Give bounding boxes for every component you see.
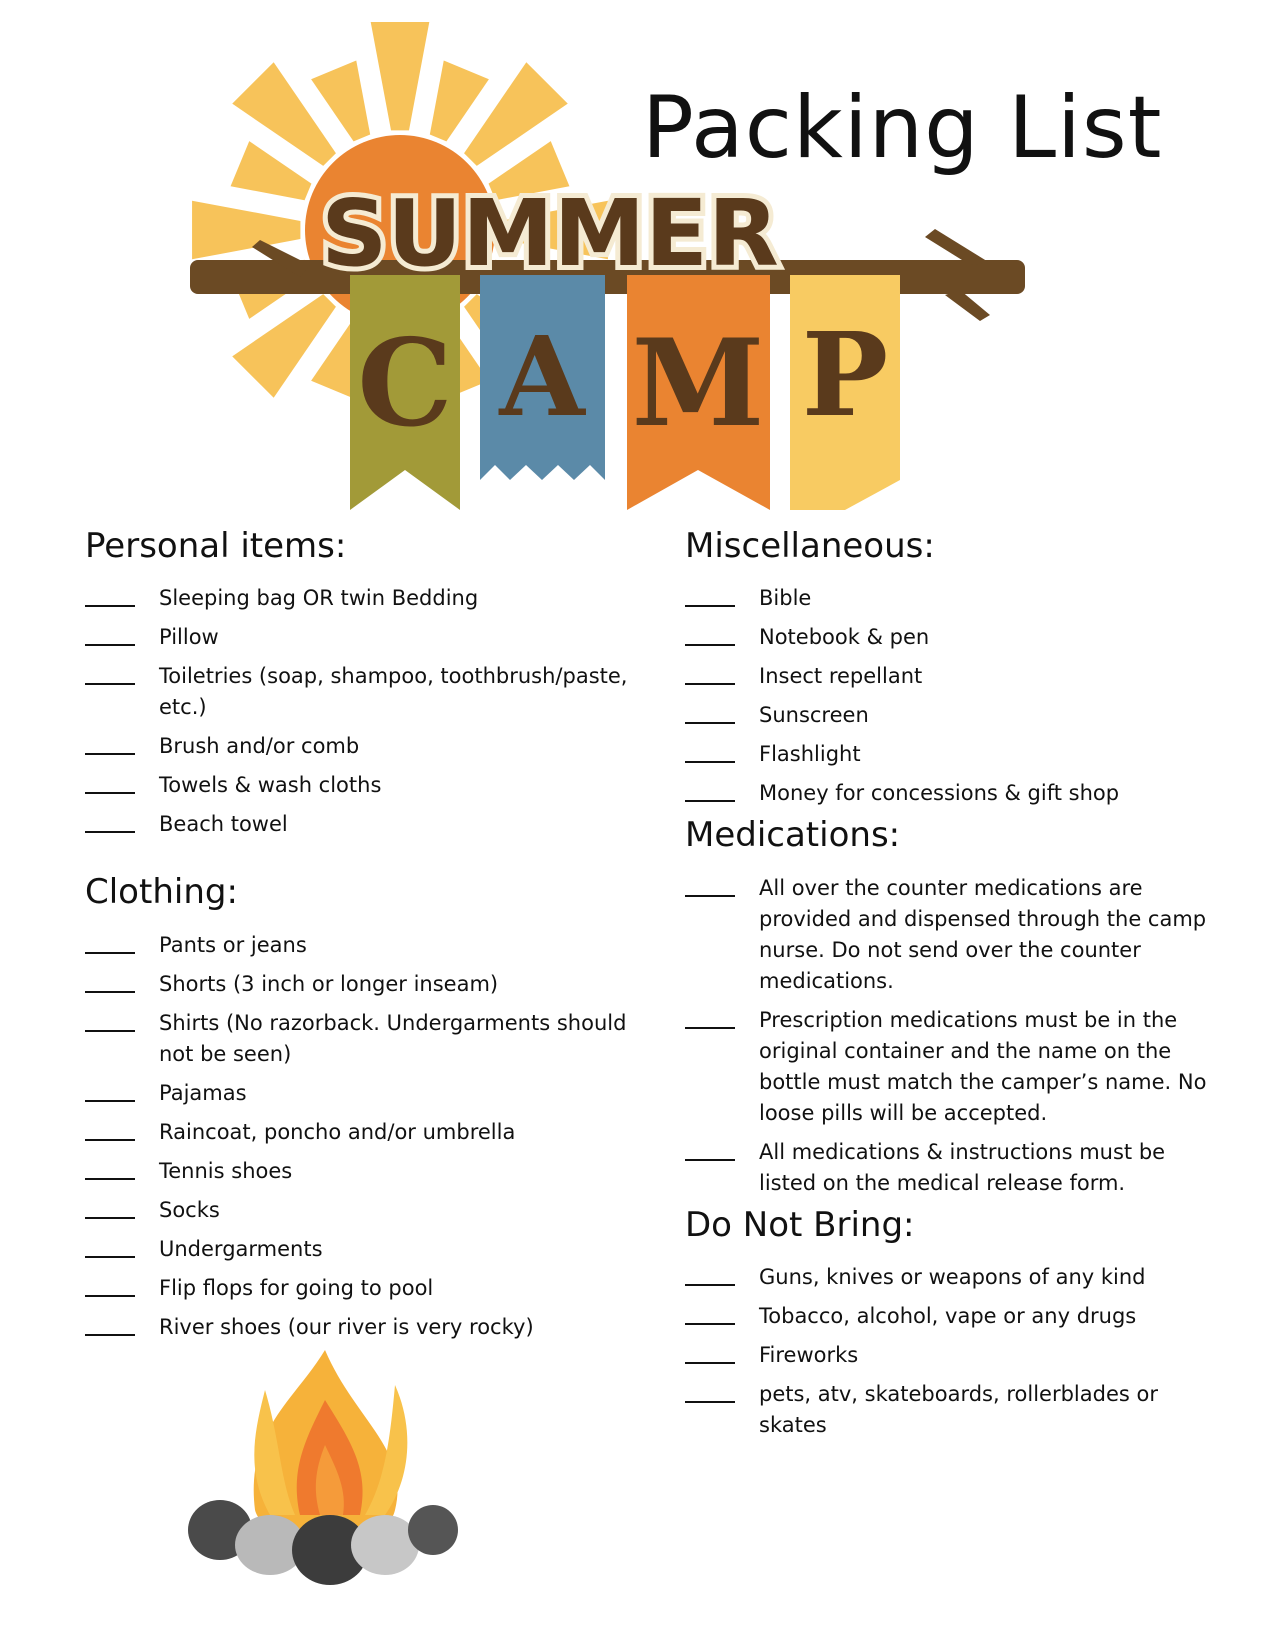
list-item	[685, 661, 1225, 692]
list-item	[85, 661, 645, 723]
logo-letter-c: C	[357, 313, 453, 454]
checkbox-blank-line[interactable]	[685, 778, 735, 802]
list-item	[85, 583, 645, 614]
checkbox-blank-line[interactable]	[685, 739, 735, 763]
list-item	[85, 1273, 645, 1304]
logo-letter-a: A	[499, 312, 585, 441]
list-item	[85, 930, 645, 961]
checkbox-blank-line[interactable]	[85, 770, 135, 794]
list-item	[685, 739, 1225, 770]
item-text: Prescription medications must be in the original container and the name on the bottle must match the camper’s name. No loose pills will be accepted.	[759, 1007, 1207, 1125]
section-heading: Miscellaneous:	[685, 526, 935, 566]
list-item	[685, 1137, 1225, 1199]
list-item	[85, 1312, 645, 1343]
list-item	[85, 1156, 645, 1187]
item-text: Pajamas	[159, 1080, 247, 1105]
item-text: Flashlight	[759, 742, 861, 767]
checkbox-blank-line[interactable]	[685, 1137, 735, 1161]
item-text: Sleeping bag OR twin Bedding	[159, 586, 479, 611]
item-text: Shorts (3 inch or longer inseam)	[159, 971, 499, 996]
sun-ray	[311, 61, 370, 142]
item-text: Money for concessions & gift shop	[759, 781, 1120, 806]
section-do-not-bring	[685, 1204, 1225, 1441]
checkbox-blank-line[interactable]	[685, 700, 735, 724]
checkbox-blank-line[interactable]	[685, 1340, 735, 1364]
logo-summer-text: SUMMER	[321, 180, 779, 287]
checkbox-blank-line[interactable]	[85, 1078, 135, 1102]
checkbox-blank-line[interactable]	[85, 1312, 135, 1336]
checkbox-blank-line[interactable]	[685, 1005, 735, 1029]
item-text: Towels & wash cloths	[159, 773, 382, 798]
list-item	[85, 1234, 645, 1265]
checkbox-blank-line[interactable]	[85, 1273, 135, 1297]
checkbox-blank-line[interactable]	[85, 1117, 135, 1141]
right-column	[685, 528, 1225, 1449]
checkbox-blank-line[interactable]	[85, 622, 135, 646]
checkbox-blank-line[interactable]	[685, 661, 735, 685]
checkbox-blank-line[interactable]	[85, 1156, 135, 1180]
checkbox-blank-line[interactable]	[685, 583, 735, 607]
list-item	[85, 1195, 645, 1226]
list-item	[685, 1301, 1225, 1332]
list-item	[685, 700, 1225, 731]
item-text: Flip flops for going to pool	[159, 1275, 434, 1300]
item-text: Pillow	[159, 625, 219, 650]
section-heading: Personal items:	[85, 526, 347, 566]
item-text: Beach towel	[159, 812, 288, 837]
item-text: Tobacco, alcohol, vape or any drugs	[759, 1304, 1137, 1329]
checkbox-blank-line[interactable]	[685, 1301, 735, 1325]
item-text: Shirts (No razorback. Undergarments should not be seen)	[159, 1010, 627, 1066]
item-text: Socks	[159, 1197, 220, 1222]
item-text: Tennis shoes	[159, 1158, 293, 1183]
item-text: pets, atv, skateboards, rollerblades or skates	[759, 1382, 1158, 1438]
list-item	[85, 1008, 645, 1070]
item-text: River shoes (our river is very rocky)	[159, 1314, 534, 1339]
list-item	[685, 873, 1225, 997]
checkbox-blank-line[interactable]	[685, 1379, 735, 1403]
list-item	[85, 1078, 645, 1109]
item-text: Guns, knives or weapons of any kind	[759, 1265, 1146, 1290]
logo-letter-m: M	[631, 313, 765, 454]
checkbox-blank-line[interactable]	[85, 583, 135, 607]
list-item	[685, 1340, 1225, 1371]
sun-ray	[430, 61, 489, 142]
sun-ray	[192, 201, 300, 260]
item-text: Undergarments	[159, 1236, 323, 1261]
checkbox-blank-line[interactable]	[685, 1262, 735, 1286]
item-text: Bible	[759, 586, 812, 611]
item-text: Insect repellant	[759, 664, 923, 689]
section-heading: Medications:	[685, 815, 901, 856]
item-text: Fireworks	[759, 1343, 859, 1368]
page-title: Packing List	[642, 78, 1163, 178]
item-text: Sunscreen	[759, 703, 869, 728]
item-text: All medications & instructions must be listed on the medical release form.	[759, 1139, 1166, 1195]
checkbox-blank-line[interactable]	[85, 1234, 135, 1258]
sun-ray	[371, 22, 430, 130]
logo-letter-p: P	[801, 308, 889, 443]
list-item	[685, 622, 1225, 653]
section-clothing	[85, 874, 645, 1342]
item-text: Brush and/or comb	[159, 734, 360, 759]
list-item	[85, 969, 645, 1000]
list-item	[685, 1379, 1225, 1441]
checkbox-blank-line[interactable]	[85, 809, 135, 833]
list-item	[685, 778, 1225, 809]
list-item	[85, 1117, 645, 1148]
list-item	[685, 583, 1225, 614]
section-personal-items	[85, 528, 645, 840]
campfire-icon	[185, 1340, 465, 1600]
item-text: Toiletries (soap, shampoo, toothbrush/paste, etc.)	[159, 664, 628, 720]
list-item	[85, 622, 645, 653]
checkbox-blank-line[interactable]	[85, 731, 135, 755]
checkbox-blank-line[interactable]	[85, 1195, 135, 1219]
section-medications	[685, 817, 1225, 1198]
item-text: Raincoat, poncho and/or umbrella	[159, 1119, 516, 1144]
checkbox-blank-line[interactable]	[685, 873, 735, 897]
checkbox-blank-line[interactable]	[85, 661, 135, 685]
list-item	[85, 770, 645, 801]
checkbox-blank-line[interactable]	[685, 622, 735, 646]
list-item	[685, 1262, 1225, 1293]
section-heading: Clothing:	[85, 872, 238, 913]
section-miscellaneous	[685, 528, 1225, 809]
list-item	[85, 731, 645, 762]
list-item	[85, 809, 645, 840]
checkbox-blank-line[interactable]	[85, 969, 135, 993]
sun-ray	[231, 141, 312, 200]
list-item	[685, 1005, 1225, 1129]
checkbox-blank-line[interactable]	[85, 930, 135, 954]
item-text: All over the counter medications are provided and dispensed through the camp nurse. Do not send over the counter medications.	[759, 875, 1207, 993]
section-heading: Do Not Bring:	[685, 1204, 915, 1245]
left-column	[85, 528, 645, 1351]
checkbox-blank-line[interactable]	[85, 1008, 135, 1032]
item-text: Notebook & pen	[759, 625, 930, 650]
item-text: Pants or jeans	[159, 932, 307, 957]
